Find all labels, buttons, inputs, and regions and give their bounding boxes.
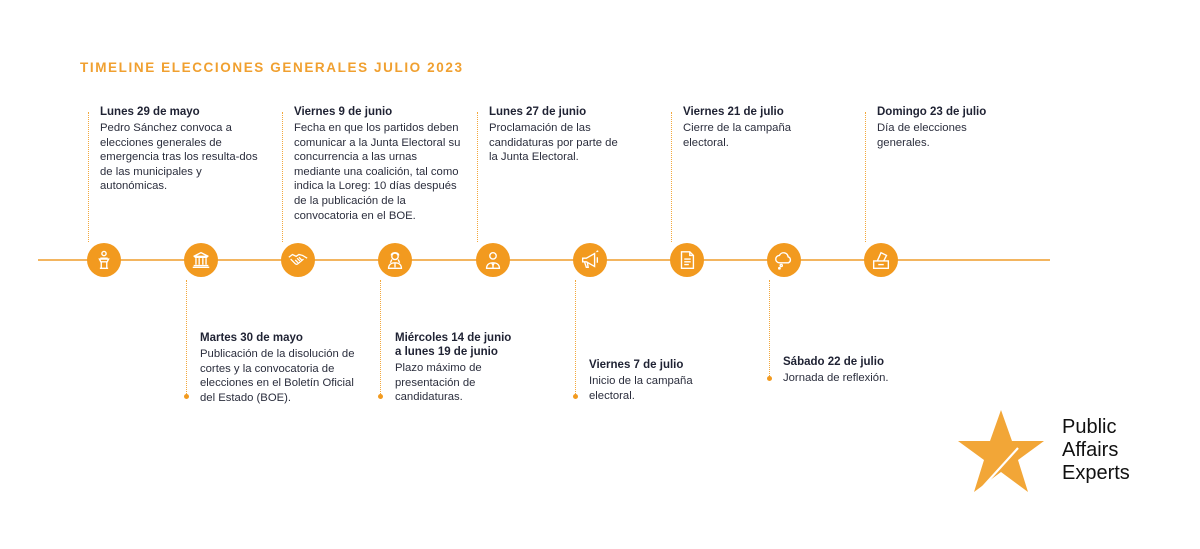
event-date: Domingo 23 de julio — [877, 106, 987, 118]
event-date: Miércoles 14 de junio — [395, 332, 512, 344]
event-martes-30-mayo — [200, 331, 375, 405]
event-dot — [573, 394, 578, 399]
event-node — [573, 243, 607, 277]
parliament-building-icon — [190, 249, 212, 271]
ballot-box-icon — [870, 249, 892, 271]
event-node — [378, 243, 412, 277]
event-viernes-9-junio — [294, 105, 469, 223]
event-connector — [282, 112, 283, 242]
event-connector — [575, 280, 576, 396]
event-date: Sábado 22 de julio — [783, 356, 884, 368]
event-lunes-27-junio — [489, 105, 664, 165]
event-node — [281, 243, 315, 277]
event-date-line2: a lunes 19 de junio — [395, 346, 498, 358]
candidate-man-icon — [482, 249, 504, 271]
event-dot — [184, 394, 189, 399]
event-connector — [88, 112, 89, 242]
event-node — [864, 243, 898, 277]
event-connector — [865, 112, 866, 242]
podium-speaker-icon — [93, 249, 115, 271]
event-date: Viernes 7 de julio — [589, 359, 684, 371]
event-date: Viernes 21 de julio — [683, 106, 784, 118]
event-viernes-7-julio — [589, 358, 764, 403]
document-icon — [676, 249, 698, 271]
event-node — [87, 243, 121, 277]
logo-text-line: Public — [1062, 416, 1117, 438]
event-connector — [769, 280, 770, 378]
event-description: Fecha en que los partidos deben comunicar a la Junta Electoral su concurrencia a las urnas mediante una coalición, tal como indica la Loreg: 10 días después de la publicación de la convocatoria en el BOE. — [294, 122, 461, 222]
event-date: Lunes 27 de junio — [489, 106, 587, 118]
event-viernes-21-julio — [683, 105, 858, 150]
event-description: Cierre de la campaña electoral. — [683, 122, 792, 149]
megaphone-icon — [579, 249, 601, 271]
candidate-woman-icon — [384, 249, 406, 271]
event-date: Lunes 29 de mayo — [100, 106, 200, 118]
event-description: Plazo máximo de presentación de candidaturas. — [395, 362, 482, 404]
event-connector — [186, 280, 187, 396]
event-description: Inicio de la campaña electoral. — [589, 375, 693, 402]
thought-cloud-icon — [773, 249, 795, 271]
public-affairs-experts-logo — [958, 408, 1148, 498]
event-dot — [378, 394, 383, 399]
timeline-title: TIMELINE ELECCIONES GENERALES JULIO 2023 — [80, 60, 464, 75]
event-dot — [767, 376, 772, 381]
event-date: Martes 30 de mayo — [200, 332, 303, 344]
event-node — [476, 243, 510, 277]
event-connector — [671, 112, 672, 242]
event-lunes-29-mayo — [100, 105, 275, 194]
event-domingo-23-julio — [877, 105, 1052, 150]
event-connector — [477, 112, 478, 242]
star-logo-icon — [958, 408, 1050, 494]
event-node — [184, 243, 218, 277]
event-connector — [380, 280, 381, 396]
event-sabado-22-julio — [783, 355, 958, 386]
event-description: Publicación de la disolución de cortes y la convocatoria de elecciones en el Boletín Oficial del Estado (BOE). — [200, 348, 355, 404]
event-description: Jornada de reflexión. — [783, 372, 889, 384]
event-miercoles-14-junio — [395, 331, 570, 405]
event-description: Día de elecciones generales. — [877, 122, 967, 149]
event-node — [767, 243, 801, 277]
logo-text-line: Experts — [1062, 462, 1130, 484]
logo-text-line: Affairs — [1062, 439, 1119, 461]
event-description: Proclamación de las candidaturas por parte de la Junta Electoral. — [489, 122, 618, 164]
event-node — [670, 243, 704, 277]
event-date: Viernes 9 de junio — [294, 106, 393, 118]
handshake-icon — [287, 249, 309, 271]
event-description: Pedro Sánchez convoca a elecciones generales de emergencia tras los resulta-dos de las municipales y autonómicas. — [100, 122, 258, 193]
